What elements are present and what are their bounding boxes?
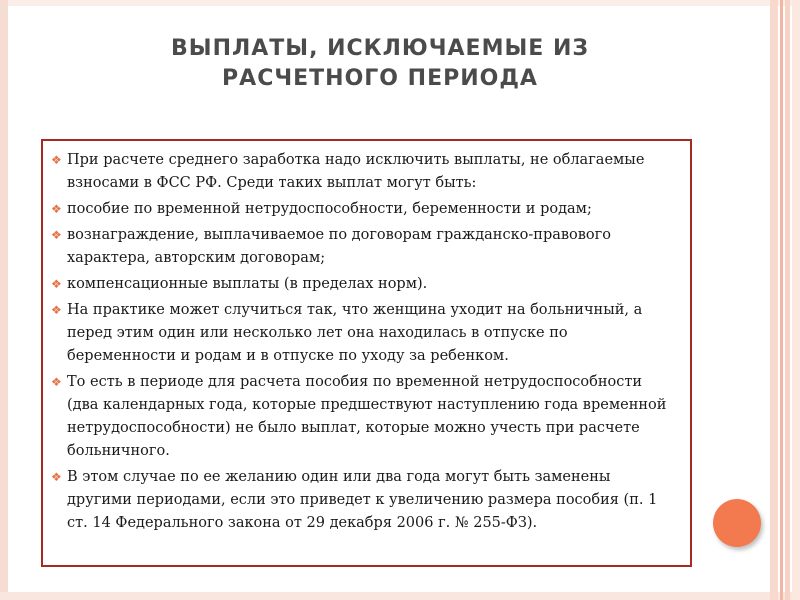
bullet-item xyxy=(51,466,676,535)
circle-bullet-icon: ❖ xyxy=(51,277,62,291)
right-stripe-decoration xyxy=(780,0,783,600)
bullet-text: То есть в периоде для расчета пособия по временной нетрудоспособности (два календарных года, которые предшествуют наступлению года временной нетрудоспособности) не было выплат, которые можно учесть при расчете больничного. xyxy=(67,374,667,459)
slide-title-line: ВЫПЛАТЫ, ИСКЛЮЧАЕМЫЕ ИЗ xyxy=(171,36,589,61)
bullet-item xyxy=(51,273,676,296)
content-box xyxy=(41,139,692,567)
bullet-item xyxy=(51,299,676,368)
bullet-item xyxy=(51,198,676,221)
bullet-list xyxy=(51,149,676,535)
bullet-text: В этом случае по ее желанию один или два года могут быть заменены другими периодами, если это приведет к увеличению размера пособия (п. 1 ст. 14 Федерального закона от 29 декабря 2006 г. № 255-ФЗ). xyxy=(67,469,658,531)
frame-bottom-decoration xyxy=(0,592,800,600)
right-stripe-decoration xyxy=(792,0,800,600)
frame-left-decoration xyxy=(0,0,8,600)
right-stripe-decoration xyxy=(770,0,778,600)
circle-bullet-icon: ❖ xyxy=(51,375,62,389)
decorative-circle xyxy=(713,499,761,547)
circle-bullet-icon: ❖ xyxy=(51,202,62,216)
bullet-text: На практике может случиться так, что женщина уходит на больничный, а перед этим один или несколько лет она находилась в отпуске по беременности и родам и в отпуске по уходу за ребенком. xyxy=(67,302,643,364)
bullet-text: пособие по временной нетрудоспособности, беременности и родам; xyxy=(67,201,592,217)
bullet-text: При расчете среднего заработка надо исключить выплаты, не облагаемые взносами в ФСС РФ. Среди таких выплат могут быть: xyxy=(67,152,645,191)
slide-title-line: РАСЧЕТНОГО ПЕРИОДА xyxy=(222,66,538,91)
circle-bullet-icon: ❖ xyxy=(51,303,62,317)
bullet-item xyxy=(51,149,676,195)
slide-title xyxy=(80,34,680,94)
bullet-item xyxy=(51,371,676,463)
circle-bullet-icon: ❖ xyxy=(51,153,62,167)
bullet-item xyxy=(51,224,676,270)
right-stripe-decoration xyxy=(785,0,790,600)
circle-bullet-icon: ❖ xyxy=(51,228,62,242)
bullet-text: компенсационные выплаты (в пределах норм). xyxy=(67,276,428,292)
frame-top-decoration xyxy=(0,0,800,6)
bullet-text: вознаграждение, выплачиваемое по договорам гражданско-правового характера, авторским договорам; xyxy=(67,227,611,266)
circle-bullet-icon: ❖ xyxy=(51,470,62,484)
